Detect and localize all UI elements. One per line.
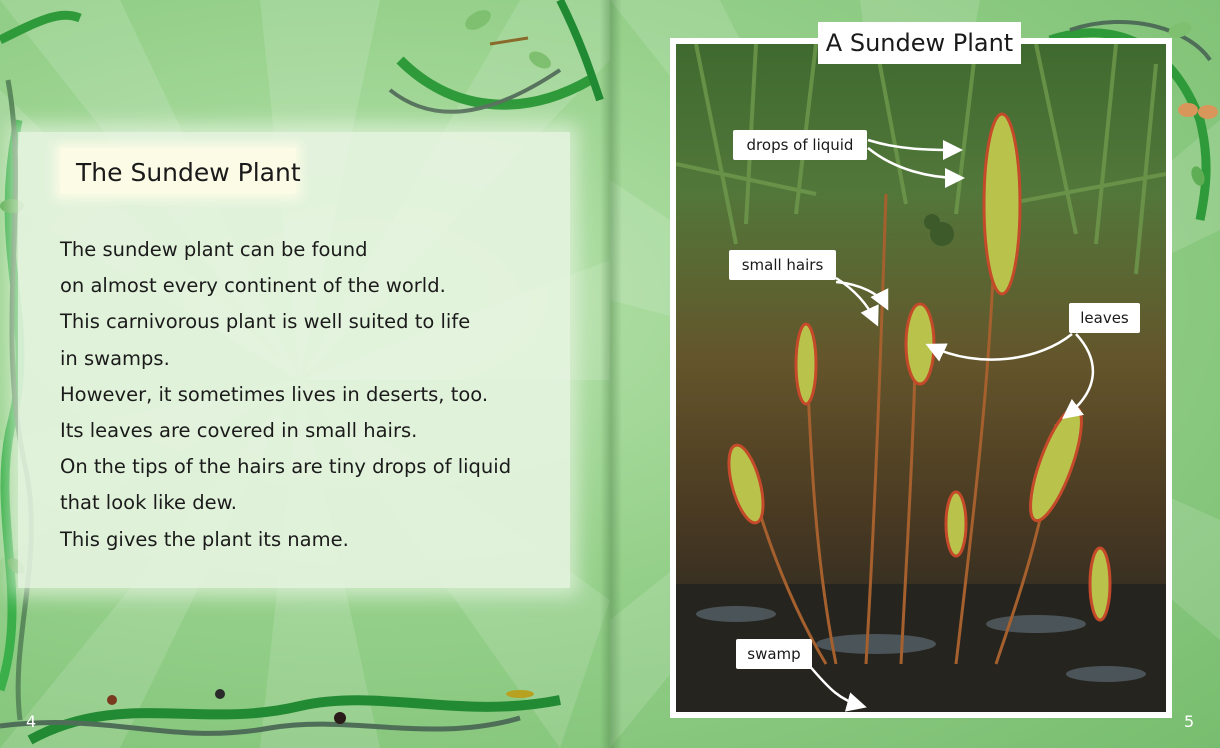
arrow-drops-1 bbox=[868, 140, 958, 150]
photo-title: A Sundew Plant bbox=[825, 29, 1014, 57]
arrow-swamp bbox=[808, 664, 862, 706]
label-small-hairs: small hairs bbox=[729, 250, 836, 280]
body-line: This carnivorous plant is well suited to life bbox=[60, 310, 471, 334]
body-line: The sundew plant can be found bbox=[60, 238, 368, 261]
page-title: The Sundew Plant bbox=[76, 158, 301, 187]
arrow-drops-2 bbox=[868, 148, 960, 178]
page-number-left: 4 bbox=[26, 712, 37, 731]
body-line: However, it sometimes lives in deserts, too. bbox=[60, 382, 489, 406]
body-line: This gives the plant its name. bbox=[60, 527, 349, 551]
arrow-leaves-2 bbox=[1066, 334, 1093, 416]
arrow-leaves-1 bbox=[930, 334, 1072, 360]
body-line: Its leaves are covered in small hairs. bbox=[60, 419, 418, 443]
body-line: that look like dew. bbox=[60, 491, 237, 515]
label-drops-of-liquid: drops of liquid bbox=[733, 130, 867, 160]
arrow-hairs-1 bbox=[836, 282, 886, 306]
label-swamp: swamp bbox=[736, 639, 812, 669]
label-leaves: leaves bbox=[1069, 303, 1140, 333]
body-line: in swamps. bbox=[60, 346, 170, 370]
page-number-right: 5 bbox=[1184, 712, 1195, 731]
body-line: On the tips of the hairs are tiny drops of liquid bbox=[60, 455, 512, 479]
body-line: on almost every continent of the world. bbox=[60, 274, 446, 298]
